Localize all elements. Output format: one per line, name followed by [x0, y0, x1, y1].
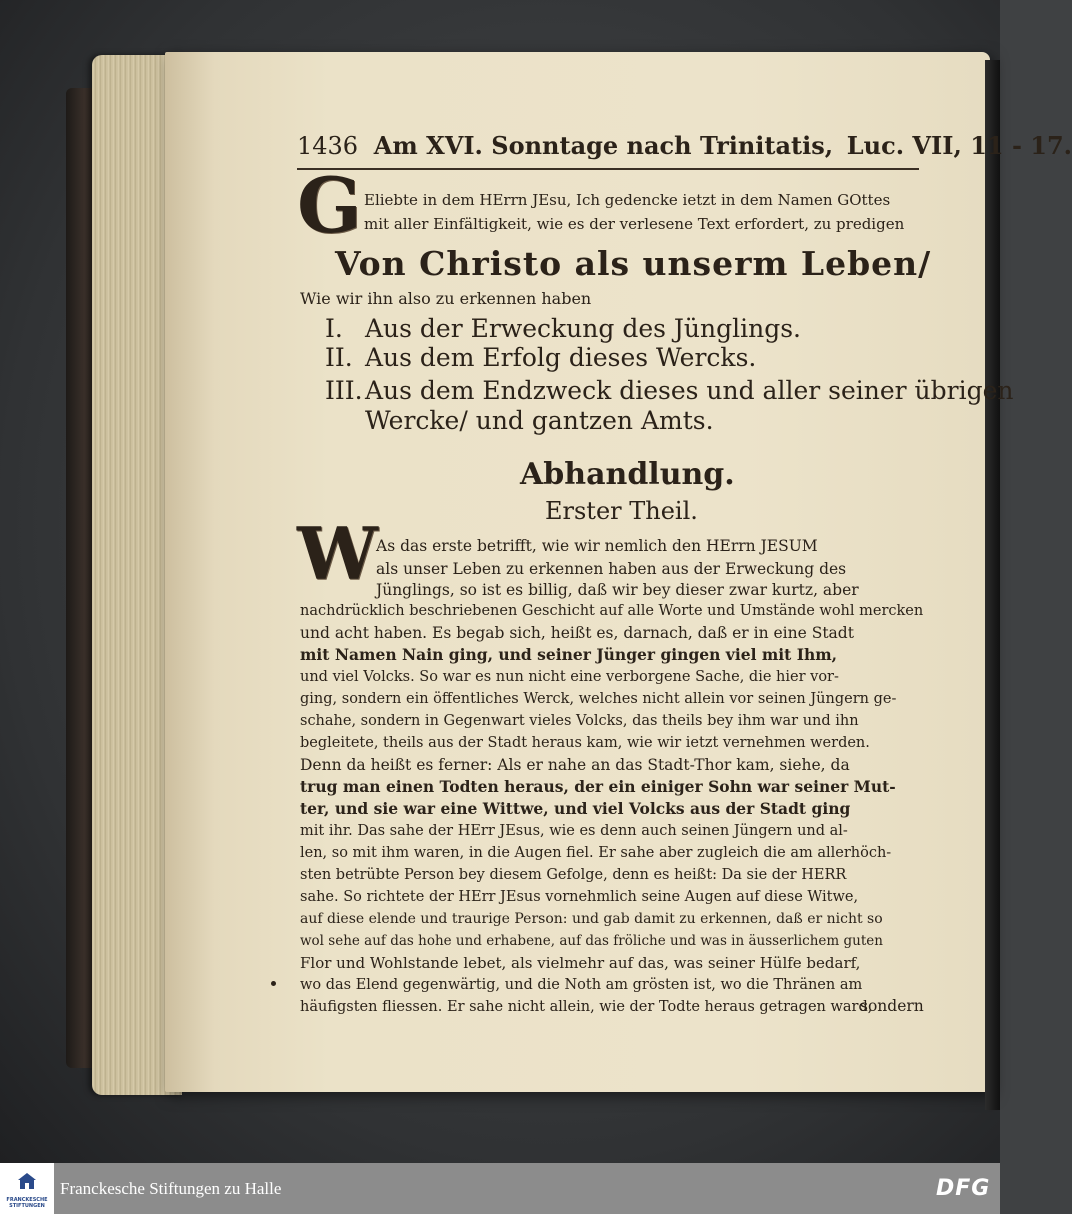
part-text: Aus der Erweckung des Jünglings.: [365, 314, 801, 343]
body-line: wo das Elend gegenwärtig, und die Noth am grösten ist, wo die Thränen am: [300, 977, 863, 993]
section-subheading: Erster Theil.: [545, 497, 698, 525]
part-number: I.: [325, 314, 343, 343]
page-edge-shadow: [985, 60, 1000, 1110]
body-line: mit ihr. Das sahe der HErr JEsus, wie es denn auch seinen Jüngern und al-: [300, 823, 848, 839]
body-line: Flor und Wohlstande lebet, als vielmehr auf das, was seiner Hülfe bedarf,: [300, 954, 861, 972]
footer-bar: [0, 1163, 1000, 1214]
theme-subheading: Wie wir ihn also zu erkennen haben: [300, 289, 592, 308]
body-line: auf diese elende und traurige Person: und gab damit zu erkennen, daß er nicht so: [300, 911, 883, 927]
body-line: schahe, sondern in Gegenwart vieles Volcks, das theils bey ihm war und ihn: [300, 713, 859, 729]
intro-line: mit aller Einfältigkeit, wie es der verlesene Text erfordert, zu predigen: [364, 215, 905, 233]
body-line: Jünglings, so ist es billig, daß wir bey dieser zwar kurtz, aber: [376, 581, 859, 599]
building-icon: [17, 1171, 37, 1191]
body-line: begleitete, theils aus der Stadt heraus kam, wie wir ietzt vernehmen werden.: [300, 735, 870, 751]
part-text: Aus dem Endzweck dieses und aller seiner übrigen: [365, 376, 1014, 405]
body-line: und acht haben. Es begab sich, heißt es, darnach, daß er in eine Stadt: [300, 624, 854, 642]
body-line: Denn da heißt es ferner: Als er nahe an das Stadt-Thor kam, siehe, da: [300, 756, 850, 774]
running-head: [297, 128, 1072, 170]
part-item: [325, 375, 1014, 407]
catchword: sondern: [860, 997, 924, 1015]
intro-line: Eliebte in dem HErrn JEsu, Ich gedencke ietzt in dem Namen GOttes: [364, 191, 891, 209]
institution-logo[interactable]: [0, 1163, 54, 1214]
body-line: und viel Volcks. So war es nun nicht eine verborgene Sache, die hier vor-: [300, 669, 839, 685]
body-line: häufigsten fliessen. Er sahe nicht allein, wie der Todte heraus getragen ward,: [300, 999, 873, 1015]
dfg-logo[interactable]: DFG: [936, 1176, 991, 1201]
body-line: trug man einen Todten heraus, der ein einiger Sohn war seiner Mut-: [300, 777, 896, 796]
part-item: [325, 313, 801, 345]
body-line: wol sehe auf das hohe und erhabene, auf das fröliche und was in äusserlichem guten: [300, 933, 883, 949]
body-line: len, so mit ihm waren, in die Augen fiel. Er sahe aber zugleich die am allerhöch-: [300, 845, 892, 861]
body-line: nachdrücklich beschriebenen Geschicht auf alle Worte und Umstände wohl mercken: [300, 603, 924, 619]
running-head-title: Am XVI. Sonntage nach Trinitatis,: [373, 131, 834, 160]
institution-logo-text: FRANCKESCHE STIFTUNGEN: [6, 1197, 48, 1209]
part-number: III.: [325, 376, 363, 405]
body-line: sten betrübte Person bey diesem Gefolge, denn es heißt: Da sie der HERR: [300, 867, 847, 883]
body-line: ging, sondern ein öffentliches Werck, welches nicht allein vor seinen Jüngern ge-: [300, 691, 897, 707]
page-number: 1436: [297, 132, 359, 160]
body-line: As das erste betrifft, wie wir nemlich den HErrn JESUM: [376, 537, 818, 555]
theme-heading: Von Christo als unserm Leben/: [335, 244, 932, 283]
running-head-reference: Luc. VII, 11 - 17.: [846, 131, 1072, 160]
section-heading: Abhandlung.: [520, 457, 735, 492]
body-line: ter, und sie war eine Wittwe, und viel Volcks aus der Stadt ging: [300, 799, 851, 818]
body-dropcap: W: [297, 511, 378, 596]
margin-mark: [271, 981, 276, 986]
part-item: [325, 342, 756, 374]
body-line: sahe. So richtete der HErr JEsus vornehmlich seine Augen auf diese Witwe,: [300, 889, 859, 905]
part-text: Aus dem Erfolg dieses Wercks.: [365, 343, 757, 372]
intro-dropcap: G: [297, 161, 362, 250]
part-number: II.: [325, 343, 353, 372]
body-line: als unser Leben zu erkennen haben aus der Erweckung des: [376, 560, 847, 578]
body-line: mit Namen Nain ging, und seiner Jünger gingen viel mit Ihm,: [300, 645, 838, 664]
footer-title: Franckesche Stiftungen zu Halle: [60, 1179, 282, 1198]
part-item-continuation: Wercke/ und gantzen Amts.: [365, 406, 714, 435]
